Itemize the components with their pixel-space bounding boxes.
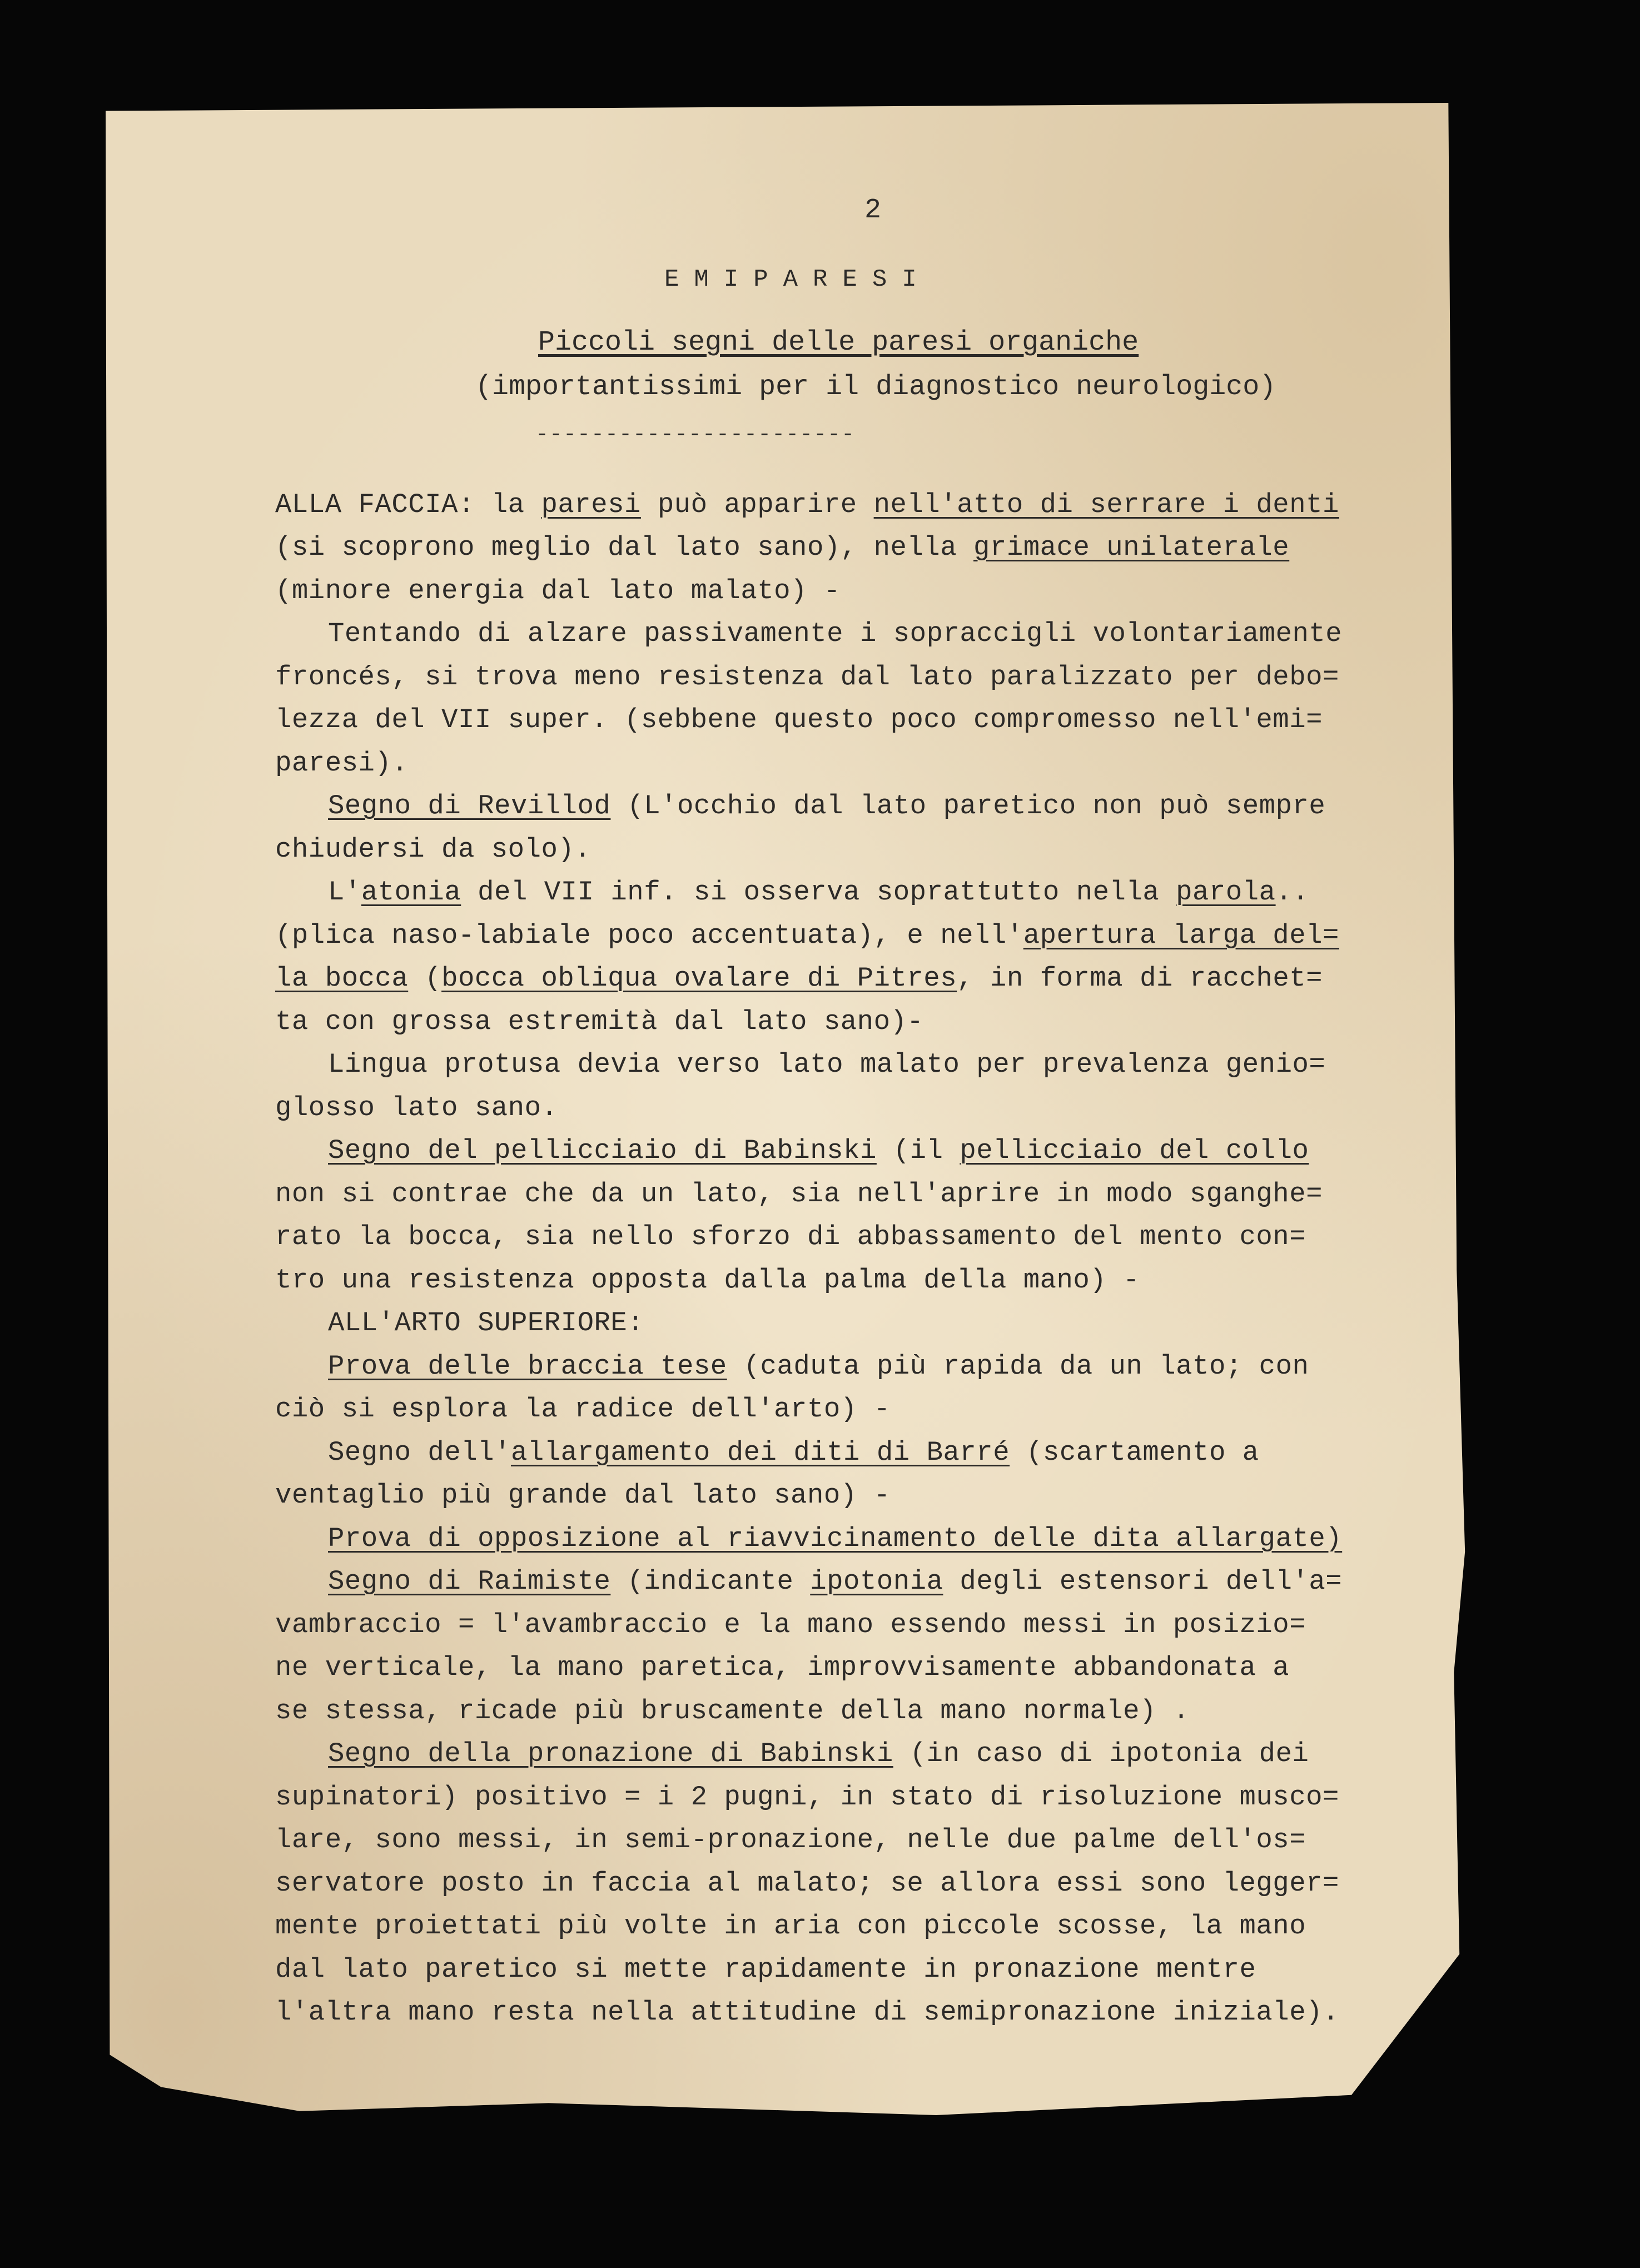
underlined-term: bocca obliqua ovalare di Pitres [441,963,957,994]
text-line-10 [328,877,1309,908]
underlined-term: Segno del pellicciaio di Babinski [328,1135,877,1166]
text-segment: (L'occhio dal lato paretico non può sempre [610,790,1326,822]
text-segment: (caduta più rapida da un lato; con [727,1351,1309,1382]
text-line-36: l'altra mano resta nella attitudine di semipronazione iniziale). [275,1997,1339,2028]
text-line-30 [328,1738,1309,1769]
text-line-19: tro una resistenza opposta dalla palma della mano) - [275,1265,1140,1296]
text-line-13: ta con grossa estremità dal lato sano)- [275,1006,924,1037]
page-number: 2 [864,195,882,226]
text-segment: degli estensori dell'a= [943,1566,1343,1597]
text-line-29: se stessa, ricade più bruscamente della mano normale) . [275,1695,1190,1727]
underlined-term: nell'atto di serrare i denti [873,489,1339,520]
text-segment: ( [408,963,442,994]
text-segment: (il [876,1135,960,1166]
text-segment: può apparire [640,489,874,520]
text-segment: (si scoprono meglio dal lato sano), nella [275,532,974,563]
underlined-term: Prova delle braccia tese [328,1351,727,1382]
text-line-11 [275,920,1339,951]
text-line-28: ne verticale, la mano paretica, improvvisamente abbandonata a [275,1652,1290,1683]
text-line-18: rato la bocca, sia nello sforzo di abbassamento del mento con= [275,1221,1306,1252]
underlined-term: la bocca [275,963,409,994]
text-segment: Segno dell' [328,1437,511,1468]
text-line-24: ventaglio più grande dal lato sano) - [275,1480,891,1511]
text-line-21 [328,1351,1309,1382]
underlined-term: Segno di Raimiste [328,1566,611,1597]
text-line-32: lare, sono messi, in semi-pronazione, nelle due palme dell'os= [275,1824,1306,1856]
text-line-6: lezza del VII super. (sebbene questo poco compromesso nell'emi= [275,704,1323,735]
text-line-3: (minore energia dal lato malato) - [275,575,841,606]
underlined-term: ipotonia [810,1566,943,1597]
text-segment: .. [1275,877,1309,908]
text-line-5: froncés, si trova meno resistenza dal lato paralizzato per debo= [275,662,1339,693]
text-line-8 [328,790,1325,822]
text-line-4: Tentando di alzare passivamente i sopraccigli volontariamente [328,618,1343,649]
text-segment: , in forma di racchet= [957,963,1323,994]
subtitle-note: (importantissimi per il diagnostico neurologico) [475,371,1276,403]
underlined-term: paresi [541,489,641,520]
text-line-17: non si contrae che da un lato, sia nell'aprire in modo sganghe= [275,1178,1323,1210]
text-line-1 [275,489,1339,520]
text-line-14: Lingua protusa devia verso lato malato per prevalenza genio= [328,1049,1326,1080]
text-line-26 [328,1566,1342,1597]
section-subtitle: Piccoli segni delle paresi organiche [538,327,1139,359]
text-segment: (indicante [610,1566,811,1597]
underlined-term: pellicciaio del collo [960,1135,1309,1166]
heading-alla-faccia: ALLA FACCIA [275,489,458,520]
underlined-term: parola [1176,877,1276,908]
text-segment: : la [458,489,541,520]
text-line-23 [328,1437,1259,1468]
text-line-34: mente proiettati più volte in aria con piccole scosse, la mano [275,1911,1306,1942]
underlined-term: grimace unilaterale [973,532,1290,563]
text-line-16 [328,1135,1309,1166]
text-line-33: servatore posto in faccia al malato; se allora essi sono legger= [275,1868,1339,1899]
text-segment: (plica naso-labiale poco accentuata), e nell' [275,920,1023,951]
text-line-7: paresi). [275,748,409,779]
text-line-25: Prova di opposizione al riavvicinamento delle dita allargate) [328,1523,1343,1554]
underlined-term: Segno della pronazione di Babinski [328,1738,893,1769]
text-line-22: ciò si esplora la radice dell'arto) - [275,1394,891,1425]
divider-rule: ----------------------- [535,422,856,447]
text-line-2 [275,532,1289,563]
text-line-9: chiudersi da solo). [275,834,592,865]
text-line-12 [275,963,1323,994]
text-line-35: dal lato paretico si mette rapidamente in pronazione mentre [275,1954,1256,1985]
underlined-term: apertura larga del= [1023,920,1339,951]
underlined-term: atonia [361,877,461,908]
text-segment: (in caso di ipotonia dei [893,1738,1309,1769]
text-segment: L' [328,877,361,908]
page-title: EMIPARESI [664,266,932,294]
text-segment: (scartamento a [1010,1437,1259,1468]
text-segment: del VII inf. si osserva soprattutto nella [461,877,1176,908]
text-line-31: supinatori) positivo = i 2 pugni, in stato di risoluzione musco= [275,1782,1339,1813]
text-line-20: ALL'ARTO SUPERIORE: [328,1307,644,1339]
underlined-term: Segno di Revillod [328,790,611,822]
text-line-27: vambraccio = l'avambraccio e la mano essendo messi in posizio= [275,1609,1306,1640]
underlined-term: allargamento dei diti di Barré [510,1437,1010,1468]
text-line-15: glosso lato sano. [275,1092,558,1123]
